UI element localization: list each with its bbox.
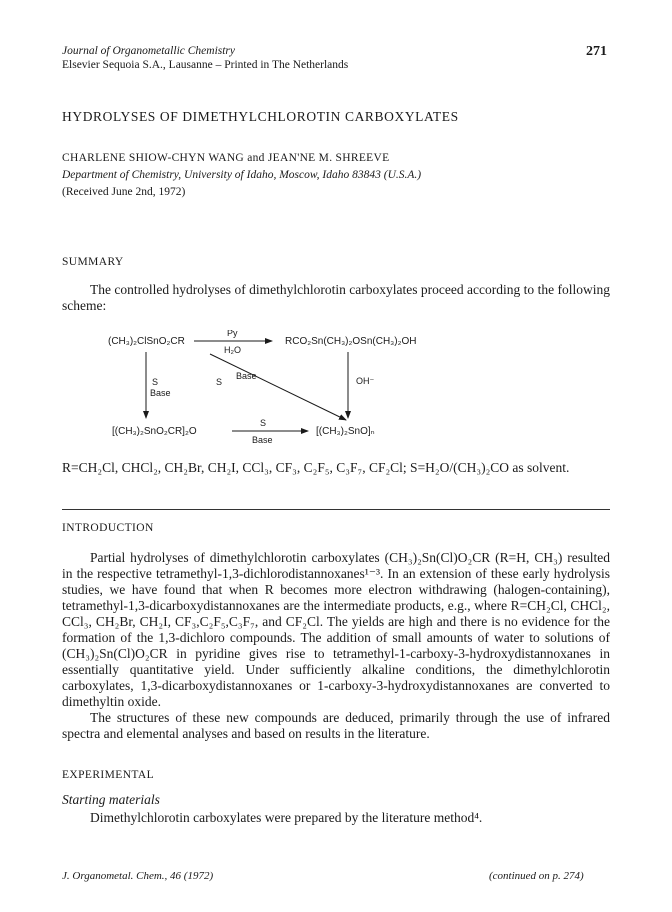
affiliation: Department of Chemistry, University of Idaho, Moscow, Idaho 83843 (U.S.A.) bbox=[62, 169, 422, 181]
page-number: 271 bbox=[586, 44, 607, 59]
introduction-paragraph-1: Partial hydrolyses of dimethylchlorotin carboxylates (CH₃)₂Sn(Cl)O₂CR (R=H, CH₃) resulted in the respective tetramethyl-1,3-dichlorodistannoxanes¹⁻³. In an extension of these early hydrolysis studies, we have found that when R becomes more electron withdrawing (halogen-containing), tetramethyl-1,3-dicarboxydistannoxanes are the intermediate products, e.g., where R=CH₂Cl, CHCl₂, CCl₃, CH₂Br, CH₂I, CF₃,C₂F₅,C₃F₇, and CF₂Cl. The yields are high and there is no evidence for the formation of the 1,3-dichloro compounds. The addition of small amounts of water to solutions of (CH₃)₂Sn(Cl)O₂CR in pyridine gives rise to tetramethyl-1-carboxy-3-hydroxydistannoxanes in essentially quantitative yield. Under sufficiently alkaline conditions, the dimethylchlorotin carboxylates, 1,3-dicarboxydistannoxanes or 1-carboxy-3-hydroxydistannoxanes are converted to dimethyltin oxide. bbox=[62, 550, 610, 709]
scheme-left-s: S bbox=[152, 377, 159, 387]
scheme-right-oh: OH⁻ bbox=[356, 376, 375, 386]
received-date: (Received June 2nd, 1972) bbox=[62, 186, 186, 198]
scheme-diag-s: S bbox=[216, 377, 223, 387]
scheme-bottom-arrow-below: Base bbox=[252, 435, 273, 445]
scheme-bottom-right: [(CH₃)₂SnO]ₙ bbox=[316, 426, 375, 437]
scheme-bottom-left: [(CH₃)₂SnO₂CR]₂O bbox=[112, 426, 197, 437]
footer-continued: (continued on p. 274) bbox=[489, 870, 584, 882]
scheme-top-left: (CH₃)₂ClSnO₂CR bbox=[108, 336, 185, 347]
section-divider bbox=[62, 509, 610, 510]
authors: CHARLENE SHIOW-CHYN WANG and JEAN'NE M. SHREEVE bbox=[62, 152, 390, 164]
journal-name: Journal of Organometallic Chemistry bbox=[62, 45, 236, 57]
scheme-top-arrow-below: H₂O bbox=[224, 345, 241, 355]
scheme-top-right: RCO₂Sn(CH₃)₂OSn(CH₃)₂OH bbox=[285, 336, 417, 347]
journal-header bbox=[62, 44, 348, 72]
summary-text: The controlled hydrolyses of dimethylchlorotin carboxylates proceed according to the following scheme: bbox=[62, 282, 610, 313]
article-title: HYDROLYSES OF DIMETHYLCHLOROTIN CARBOXYLATES bbox=[62, 109, 459, 124]
scheme-diag-arrow bbox=[210, 354, 346, 420]
introduction-heading: INTRODUCTION bbox=[62, 522, 154, 534]
summary-heading: SUMMARY bbox=[62, 256, 124, 268]
publisher-line: Elsevier Sequoia S.A., Lausanne – Printed in The Netherlands bbox=[62, 59, 349, 71]
scheme-left-base: Base bbox=[150, 388, 171, 398]
introduction-paragraph-2: The structures of these new compounds are deduced, primarily through the use of infrared spectra and elemental analyses and based on results in the literature. bbox=[62, 710, 610, 741]
scheme-diag-base: Base bbox=[236, 371, 257, 381]
scheme-bottom-arrow-above: S bbox=[260, 418, 267, 428]
summary-definitions: R=CH₂Cl, CHCl₂, CH₂Br, CH₂I, CCl₃, CF₃, C₂F₅, C₃F₇, CF₂Cl; S=H₂O/(CH₃)₂CO as solvent. bbox=[62, 460, 570, 475]
experimental-text: Dimethylchlorotin carboxylates were prepared by the literature method⁴. bbox=[90, 810, 483, 825]
scheme-top-arrow-above: Py bbox=[227, 330, 238, 338]
footer-citation: J. Organometal. Chem., 46 (1972) bbox=[62, 870, 214, 882]
starting-materials-subheading: Starting materials bbox=[62, 792, 160, 807]
experimental-heading: EXPERIMENTAL bbox=[62, 769, 155, 781]
reaction-scheme bbox=[100, 330, 540, 450]
